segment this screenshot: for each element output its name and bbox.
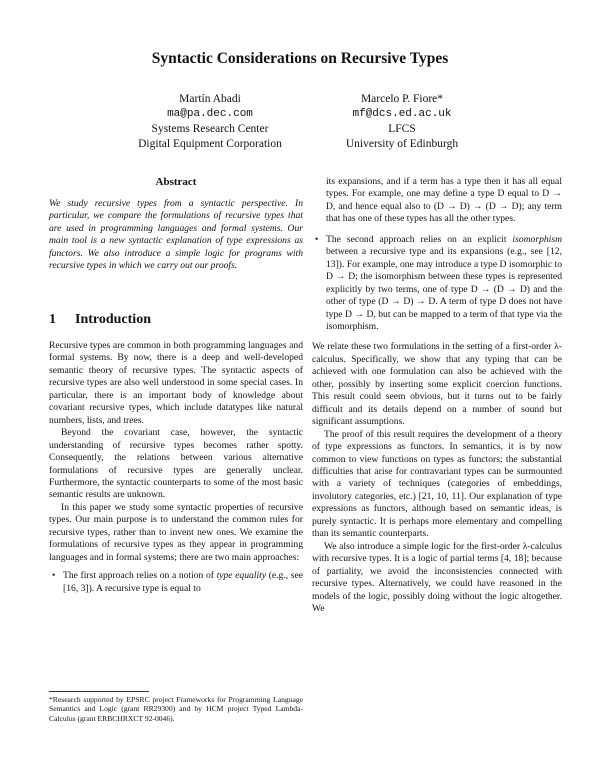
bullet-continuation: its expansions, and if a term has a type then it has all equal types. For example, one may define a type D equal to D → D, and hence equal also to (D → D) → (D → D); any term that has one of these types has all the other types. — [326, 176, 562, 225]
bullet-item: • The second approach relies on an explicit isomorphism between a recursive type and its expansions (e.g., see [12, 13]). For example, one may introduce a type D isomorphic to D → D; the isomorphism between these types is represented explicitly by two terms, one of type D → (D → D) and the other of type (D → D) → D. A term of type D does not have type D → D, but can be mapped to a term of that type via the isomorphism. — [315, 233, 562, 332]
author-block-1 — [100, 92, 320, 152]
author-affiliation: Systems Research Center — [151, 123, 269, 135]
paper-title: Syntactic Considerations on Recursive Types — [151, 50, 449, 67]
section-number: 1 — [49, 312, 56, 327]
bullet-item: • The first approach relies on a notion of type equality (e.g., see [16, 3]). A recursive type is equal to — [52, 570, 303, 594]
abstract-heading: Abstract — [155, 176, 197, 188]
bullet-icon: • — [315, 233, 319, 245]
paragraph: The proof of this result requires the development of a theory of type expressions as functors. In semantics, it is by now common to view functions on types as functors; the substantial difficulties that arise for contravariant types can be surmounted with a variety of techniques (categories of embeddings, involutory categories, etc.) [21, 10, 11]. Our explanation of type expressions as functors, although based on semantic ideas, is purely syntactic. It is perhaps more elementary and compelling than its semantic counterparts. — [312, 428, 562, 540]
paragraph: We relate these two formulations in the setting of a first-order λ-calculus. Specifically, we show that any typing that can be achieved with one formulation can also be achieved with the other, possibly by inserting some explicit coercion functions. This result could seem obvious, but it turns out to be fairly difficult and its details depend on a number of sound but significant assumptions. — [312, 341, 562, 428]
section-title: Introduction — [75, 312, 151, 327]
author-affiliation: LFCS — [388, 123, 416, 135]
section-heading — [49, 312, 151, 328]
author-name: Marcelo P. Fiore* — [360, 93, 444, 105]
bullet-icon: • — [52, 570, 56, 582]
right-column-body — [312, 176, 562, 615]
author-email: ma@pa.dec.com — [167, 108, 253, 120]
abstract-text: We study recursive types from a syntactic perspective. In particular, we compare the formulations of recursive types that are used in programming languages and formal systems. Our main tool is a new syntactic explanation of type expressions as functors. We also introduce a simple logic for programs with recursive types in which we carry out our proofs. — [49, 198, 303, 272]
author-block-2 — [302, 92, 502, 152]
paragraph: In this paper we study some syntactic properties of recursive types. Our main purpose is to understand the common rules for recursive types, rather than to invent new ones. We examine the formulations of recursive types as they appear in programming languages and in formal systems; there are two main approaches: — [49, 501, 303, 563]
author-affiliation: University of Edinburgh — [345, 138, 459, 150]
paragraph: Beyond the covariant case, however, the syntactic understanding of recursive types becomes rather spotty. Consequently, the relations between various alternative formulations of recursive types are generally unclear. Furthermore, the syntactic counterparts to some of the most basic semantic results are unknown. — [49, 427, 303, 501]
footnote-rule — [49, 691, 149, 692]
author-email: mf@dcs.ed.ac.uk — [352, 108, 452, 120]
footnote: *Research supported by EPSRC project Frameworks for Programming Language Semantics and Logic (grant RR29300) and by HCM project Typed Lambda-Calculus (grant ERBCHRXCT 92-0046). — [49, 695, 303, 723]
author-affiliation: Digital Equipment Corporation — [138, 138, 282, 150]
left-column-body — [49, 340, 303, 595]
paragraph: Recursive types are common in both programming languages and formal systems. By now, there is a deep and well-developed semantic theory of recursive types. The syntactic aspects of recursive types are also well understood in some special cases. In particular, there is an important body of knowledge about covariant recursive types, which include datatypes like natural numbers, lists, and trees. — [49, 340, 303, 426]
paragraph: We also introduce a simple logic for the first-order λ-calculus with recursive types. It is a logic of partial terms [4, 18]; because of partiality, we avoid the inconsistencies connected with recursive types. Alternatively, we could have reasoned in the models of the logic, possibly doing without the logic altogether. We — [312, 540, 562, 614]
author-name: Martín Abadi — [179, 93, 241, 105]
